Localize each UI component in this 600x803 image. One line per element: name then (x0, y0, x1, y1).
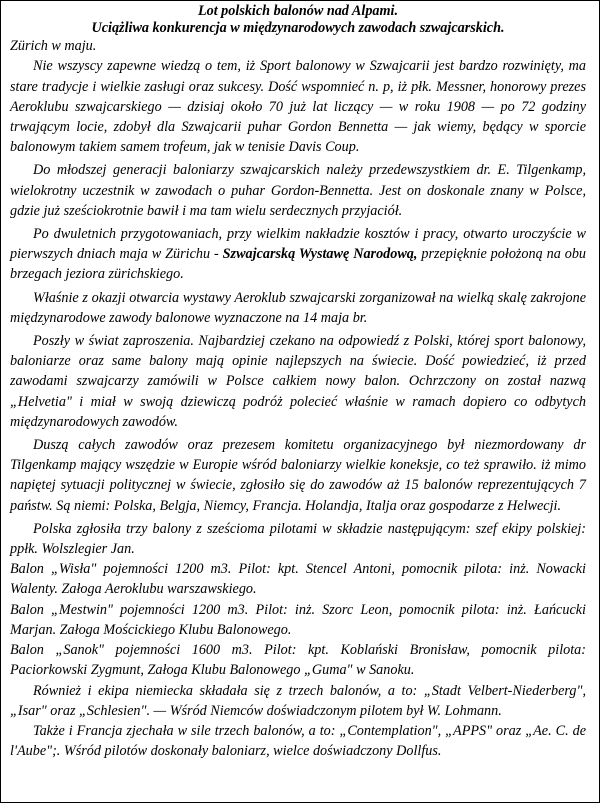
paragraph-2: Do młodszej generacji baloniarzy szwajcarskich należy przedewszystkiem dr. E. Tilgenkamp, wielokrotny uczestnik w zawodach o puhar Gordon-Bennetta. Jest on doskonale znany w Polsce, gdzie już sześciokrotnie bawił i ma tam wielu serdecznych przyjaciół. (10, 162, 586, 219)
paragraph-german-team: Również i ekipa niemiecka składała się z trzech balonów, a to: „Stadt Velbert-Niederberg", „Isar" oraz „Schlesien". — Wśród Niemców doświadczonym pilotem był W. Lohmann. (10, 682, 586, 719)
paragraph-french-team: Także i Francja zjechała w sile trzech balonów, a to: „Contemplation", „APPS" oraz „Ae. C. de l'Aube";. Wśród pilotów doskonały baloniarz, wielce doświadczony Dollfus. (10, 722, 586, 760)
paragraph-1: Nie wszyscy zapewne wiedzą o tem, iż Sport balonowy w Szwajcarii jest bardzo rozwinięty, ma stare tradycje i wielkie zasługi oraz sukcesy. Dość wspomnieć n. p, iż płk. Messner, honorowy prezes Aeroklubu szwajcarskiego — dzisiaj około 70 już lat liczący — w roku 1908 — po 72 godziny trwającym locie, zdobył dla Szwajcarii puhar Gordon Bennetta — jak wiemy, będący w sporcie balonowym takiem samem trofeum, jak w tenisie Davis Coup. (10, 58, 586, 156)
balloon-wisla: Balon „Wisła" pojemności 1200 m3. Pilot: kpt. Stencel Antoni, pomocnik pilota: inż. Nowacki Walenty. Załoga Aeroklubu warszawskiego. (10, 561, 586, 598)
paragraph-3-text-b: przepięknie położoną na obu brzegach jeziora zürichskiego. (10, 246, 587, 283)
article-subtitle: Uciążliwa konkurencja w międzynarodowych zawodach szwajcarskich. (91, 20, 505, 37)
paragraph-7: Polska zgłosiła trzy balony z sześcioma pilotami w składzie następującym: szef ekipy polskiej: ppłk. Wolszlegier Jan. (10, 520, 586, 558)
paragraph-5: Poszły w świat zaproszenia. Najbardziej czekano na odpowiedź z Polski, której sport balonowy, baloniarze oraz same balony mają opinie najlepszych na świecie. Dość powiedzieć, iż przed zawodami szwajcarzy zamówili w Polsce całkiem nowy balon. Ochrzczony on został nazwą „Helvetia" i miał w swoją dziewiczą podróż polecieć właśnie w ramach dopiero co odbytych międzynarodowych zawodów. (10, 333, 586, 430)
exhibition-name: Szwajcarską Wystawę Narodową, (222, 246, 418, 263)
paragraph-3 (10, 224, 586, 285)
paragraph-6: Duszą całych zawodów oraz prezesem komitetu organizacyjnego był niezmordowany dr Tilgenkamp mający wszędzie w Europie wśród baloniarzy wielkie koneksje, co też sprawiło. iż mimo napiętej sytuacji politycznej w świecie, zgłosiło się do zawodów aż 15 balonów reprezentujących 7 państw. Są niemi: Polska, Belgja, Niemcy, Francja. Holandja, Italja oraz gospodarze z Helwecji. (10, 437, 586, 514)
article-title: Lot polskich balonów nad Alpami. (197, 3, 399, 19)
dateline: Zürich w maju. (10, 38, 97, 55)
balloon-sanok: Balon „Sanok" pojemności 1600 m3. Pilot: kpt. Koblański Bronisław, pomocnik pilota: Paciorkowski Zygmunt, Załoga Klubu Balonowego „Guma" w Sanoku. (10, 642, 586, 679)
paragraph-3-text-a: Po dwuletnich przygotowaniach, przy wielkim nakładzie kosztów i pracy, otwarto uroczyście w pierwszych dniach maja w Zürichu - (10, 226, 586, 263)
balloon-mestwin: Balon „Mestwin" pojemności 1200 m3. Pilot: inż. Szorc Leon, pomocnik pilota: inż. Łańcucki Marjan. Załoga Mościckiego Klubu Balonowego. (10, 601, 586, 638)
paragraph-4: Właśnie z okazji otwarcia wystawy Aeroklub szwajcarski zorganizował na wielką skalę zakrojone międzynarodowe zawody balonowe wyznaczone na 14 maja br. (10, 289, 586, 326)
